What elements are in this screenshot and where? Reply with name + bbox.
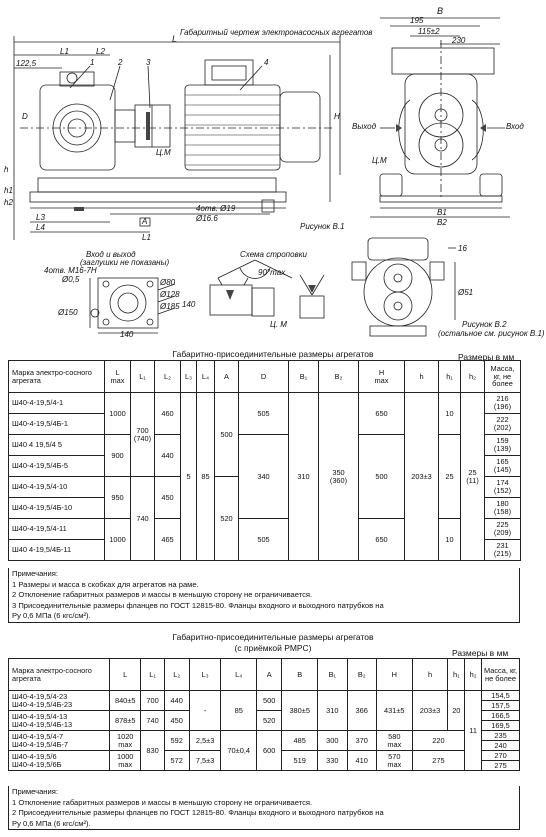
t1-mass: 159 (139): [485, 435, 521, 456]
bolt-holes: 4отв. Ø19: [196, 204, 236, 213]
dim-L1-bottom: L1: [142, 233, 151, 242]
t1-h-L: L max: [105, 361, 131, 393]
note-item: 3 Присоединительные размеры фланцев по ГОСТ 12815-80. Фланцы входного и выходного патрубков на: [12, 600, 384, 610]
t1-h-L3: L₃: [181, 361, 197, 393]
dim-L1: L1: [60, 47, 69, 56]
dim-d150: Ø150: [58, 308, 78, 317]
t1-h-h2: h₂: [461, 361, 485, 393]
dim-d128: Ø128: [160, 290, 180, 299]
dim-195: 195: [410, 16, 424, 25]
t2-L2: 440: [164, 691, 189, 711]
t2-h: 220: [412, 731, 465, 751]
center-mass-label-2: Ц.М: [372, 156, 387, 165]
t2-mass: 166,5: [482, 711, 520, 721]
t2-L2: 572: [164, 751, 189, 771]
t2-L: 1020 max: [109, 731, 141, 751]
t1-L1: 700 (740): [131, 393, 155, 477]
t1-B1: 310: [289, 393, 319, 561]
t1-h-mass: Масса, кг, не более: [485, 361, 521, 393]
t2-L3: 2,5±3: [189, 731, 221, 751]
table-row-mark: Ш40-4-19,5/4-7 Ш40-4-19,5/4Б-7: [9, 731, 110, 751]
t2-L1: 830: [141, 731, 164, 771]
t2-h-mass: Масса, кг, не более: [482, 659, 520, 691]
t2-A: 520: [257, 711, 282, 731]
table2: [8, 658, 520, 771]
t1-H: 500: [359, 435, 405, 519]
t1-L2: 450: [155, 477, 181, 519]
t1-h-H: H max: [359, 361, 405, 393]
t2-A: 500: [257, 691, 282, 711]
t2-L3: 7,5±3: [189, 751, 221, 771]
t1-h: 203±3: [405, 393, 439, 561]
t1-h-mark: Марка электро-сосного агрегата: [9, 361, 105, 393]
t1-h-B1: B₁: [289, 361, 319, 393]
note-item: Ру 0,6 МПа (6 кгс/см²).: [12, 611, 91, 620]
table2-units: Размеры в мм: [452, 648, 509, 658]
dim-A: A: [142, 217, 148, 226]
t2-h1: 20: [448, 691, 465, 731]
table-row-mark: Ш40-4-19,5/4Б-5: [9, 456, 105, 477]
t2-L2: 592: [164, 731, 189, 751]
dim-140-h: 140: [120, 330, 134, 339]
t2-B2: 366: [347, 691, 376, 731]
t2-h-h2: h₂: [465, 659, 482, 691]
dim-d80: Ø80: [160, 278, 176, 287]
table-row-mark: Ш40-4-19,5/4-1: [9, 393, 105, 414]
t2-B2: 370: [347, 731, 376, 751]
t1-D: 505: [239, 393, 289, 435]
notes-title: Примечания:: [12, 569, 58, 578]
t1-h-h: h: [405, 361, 439, 393]
t1-mass: 180 (158): [485, 498, 521, 519]
t2-L2: 450: [164, 711, 189, 731]
dim-h2: h2: [4, 198, 13, 207]
table-row-mark: Ш40 4 19,5/4 5: [9, 435, 105, 456]
sling-cm: Ц. М: [270, 320, 287, 329]
t1-L: 1000: [105, 393, 131, 435]
table2-notes: [8, 786, 520, 830]
t2-h-A: A: [257, 659, 282, 691]
dim-D: D: [22, 112, 28, 121]
dim-230: 230: [452, 36, 466, 45]
t2-B: 380±5: [282, 691, 318, 731]
inlet-label: Вход: [506, 122, 524, 131]
t2-mass: 169,5: [482, 721, 520, 731]
t1-L3: 5: [181, 393, 197, 561]
t1-h1: 10: [439, 393, 461, 435]
t1-h-L2: L₂: [155, 361, 181, 393]
t2-H: 580 max: [376, 731, 412, 751]
t2-L: 878±5: [109, 711, 141, 731]
t2-h2: 11: [465, 691, 482, 771]
t1-mass: 225 (209): [485, 519, 521, 540]
figure-1-label: Рисунок В.1: [300, 222, 345, 231]
flange-note: Вход и выход: [86, 250, 136, 259]
table2-title: Габаритно-присоединительные размеры агрегатов: [172, 632, 374, 642]
dim-h1: h1: [4, 186, 13, 195]
note-item: Ру 0,6 МПа (6 кгс/см²).: [12, 818, 91, 828]
dim-115: 115±2: [418, 27, 440, 36]
callout-3: 3: [146, 58, 151, 67]
t2-h-L: L: [109, 659, 141, 691]
t1-mass: 174 (152): [485, 477, 521, 498]
t2-L: 1000 max: [109, 751, 141, 771]
t1-h-L1: L₁: [131, 361, 155, 393]
note-item: 2 Присоединительные размеры фланцев по ГОСТ 12815-80. Фланцы входного и выходного патрубков на: [12, 808, 384, 817]
t2-L1: 700: [141, 691, 164, 711]
t2-h-L2: L₂: [164, 659, 189, 691]
t1-mass: 231 (215): [485, 540, 521, 561]
t1-mass: 165 (145): [485, 456, 521, 477]
dim-H: H: [334, 112, 340, 121]
table1-title: Габаритно-присоединительные размеры агрегатов: [172, 349, 374, 359]
t2-h-L3: L₃: [189, 659, 221, 691]
t2-h-h: h: [412, 659, 448, 691]
t1-L4: 85: [197, 393, 215, 561]
t2-h-H: H: [376, 659, 412, 691]
notes-title: Примечания:: [12, 787, 58, 796]
table-row-mark: Ш40-4-19,5/4-23 Ш40-4-19,5/4Б-23: [9, 691, 110, 711]
dim-L: L: [172, 34, 178, 44]
t1-h-A: A: [215, 361, 239, 393]
t2-h-h1: h₁: [448, 659, 465, 691]
t1-A: 520: [215, 477, 239, 561]
table1-units: Размеры в мм: [458, 352, 515, 362]
t2-h-L1: L₁: [141, 659, 164, 691]
t2-L: 840±5: [109, 691, 141, 711]
t1-h-B2: B₂: [319, 361, 359, 393]
t2-h-B2: B₂: [347, 659, 376, 691]
t1-B2: 350 (360): [319, 393, 359, 561]
t1-h-D: D: [239, 361, 289, 393]
table2-subtitle: (с приёмкой РМРС): [234, 643, 312, 653]
note-item: 1 Размеры и масса в скобках для агрегатов на раме.: [12, 579, 199, 589]
dim-B: B: [437, 6, 444, 16]
table1-notes: [8, 568, 520, 623]
t2-B1: 330: [318, 751, 347, 771]
flange-note-2: (заглушки не показаны): [80, 258, 170, 267]
dim-tol: Ø0,5: [62, 275, 80, 284]
outlet-label: Выход: [352, 122, 377, 131]
t1-L: 1000: [105, 519, 131, 561]
dim-B2: B2: [437, 218, 447, 227]
t1-H: 650: [359, 519, 405, 561]
t2-L3: -: [189, 691, 221, 731]
t1-h-h1: h₁: [439, 361, 461, 393]
drawing-caption: Габаритный чертеж электронасосных агрегатов: [180, 28, 373, 37]
dim-140-v: 140: [182, 300, 196, 309]
dim-d185: Ø185: [160, 302, 180, 311]
t1-h1: 10: [439, 519, 461, 561]
t2-B: 485: [282, 731, 318, 751]
dim-16: 16: [458, 244, 467, 253]
callout-4: 4: [264, 58, 269, 67]
dim-L3: L3: [36, 213, 45, 222]
t2-L4: 70±0,4: [221, 731, 257, 771]
t2-H: 570 max: [376, 751, 412, 771]
t1-h-L4: L₄: [197, 361, 215, 393]
t1-A: 500: [215, 393, 239, 477]
figure-2-label: Рисунок В.2: [462, 320, 507, 329]
callout-2: 2: [118, 58, 123, 67]
t1-mass: 216 (196): [485, 393, 521, 414]
figure-2-note: (остальное см. рисунок В.1): [438, 329, 545, 338]
t2-B2: 410: [347, 751, 376, 771]
t1-H: 650: [359, 393, 405, 435]
table-row-mark: Ш40-4-19,5/6 Ш40-4-19,5/6Б: [9, 751, 110, 771]
dim-L4: L4: [36, 223, 45, 232]
t2-B1: 310: [318, 691, 347, 731]
note-item: 1 Отклонение габаритных размеров и массы в меньшую сторону не ограничивается.: [12, 797, 313, 807]
t2-h: 203±3: [412, 691, 448, 731]
table-row-mark: Ш40-4-19,5/4Б-10: [9, 498, 105, 519]
t2-h-B1: B₁: [318, 659, 347, 691]
t1-D: 505: [239, 519, 289, 561]
t2-B1: 300: [318, 731, 347, 751]
dim-122: 122,5: [16, 59, 37, 68]
t2-H: 431±5: [376, 691, 412, 731]
table1: [8, 360, 521, 561]
t2-B: 519: [282, 751, 318, 771]
dim-d51: Ø51: [458, 288, 474, 297]
t2-mass: 235: [482, 731, 520, 741]
sling-angle: 90°max: [258, 268, 286, 277]
t1-mass: 222 (202): [485, 414, 521, 435]
flange-holes: 4отв. М16-7Н: [44, 266, 97, 275]
sling-title: Схема строповки: [240, 250, 307, 259]
t1-L1: 740: [131, 477, 155, 561]
dim-L2: L2: [96, 47, 105, 56]
t2-mass: 270: [482, 751, 520, 761]
t1-L2: 465: [155, 519, 181, 561]
t2-L1: 740: [141, 711, 164, 731]
table-row-mark: Ш40-4-19,5/4-10: [9, 477, 105, 498]
table-row-mark: Ш40-4-19,5/4Б-1: [9, 414, 105, 435]
t2-h-mark: Марка электро-сосного агрегата: [9, 659, 110, 691]
t1-D: 340: [239, 435, 289, 519]
t2-h-L4: L₄: [221, 659, 257, 691]
t1-L: 950: [105, 477, 131, 519]
note-item: 2 Отклонение габаритных размеров и массы в меньшую сторону не ограничивается.: [12, 590, 313, 599]
dim-B1: B1: [437, 208, 447, 217]
t2-h: 275: [412, 751, 465, 771]
t2-mass: 240: [482, 741, 520, 751]
t1-h1: 25: [439, 435, 461, 519]
t2-mass: 157,5: [482, 701, 520, 711]
t2-h-B: B: [282, 659, 318, 691]
table-row-mark: Ш40 4-19,5/4Б-11: [9, 540, 105, 561]
table-row-mark: Ш40-4-19,5/4-11: [9, 519, 105, 540]
table-row-mark: Ш40-4-19,5/4-13 Ш40-4-19,5/4Б-13: [9, 711, 110, 731]
t2-A: 600: [257, 731, 282, 771]
t1-L2: 460: [155, 393, 181, 435]
dim-h: h: [4, 165, 9, 174]
t2-mass: 275: [482, 761, 520, 771]
t2-L4: 85: [221, 691, 257, 731]
hole-tolerance: Ø16.6: [196, 214, 218, 223]
t1-L: 900: [105, 435, 131, 477]
t1-h2: 25 (11): [461, 393, 485, 561]
t1-L2: 440: [155, 435, 181, 477]
center-mass-label: Ц.М: [156, 148, 171, 157]
t2-mass: 154,5: [482, 691, 520, 701]
callout-1: 1: [90, 58, 95, 67]
